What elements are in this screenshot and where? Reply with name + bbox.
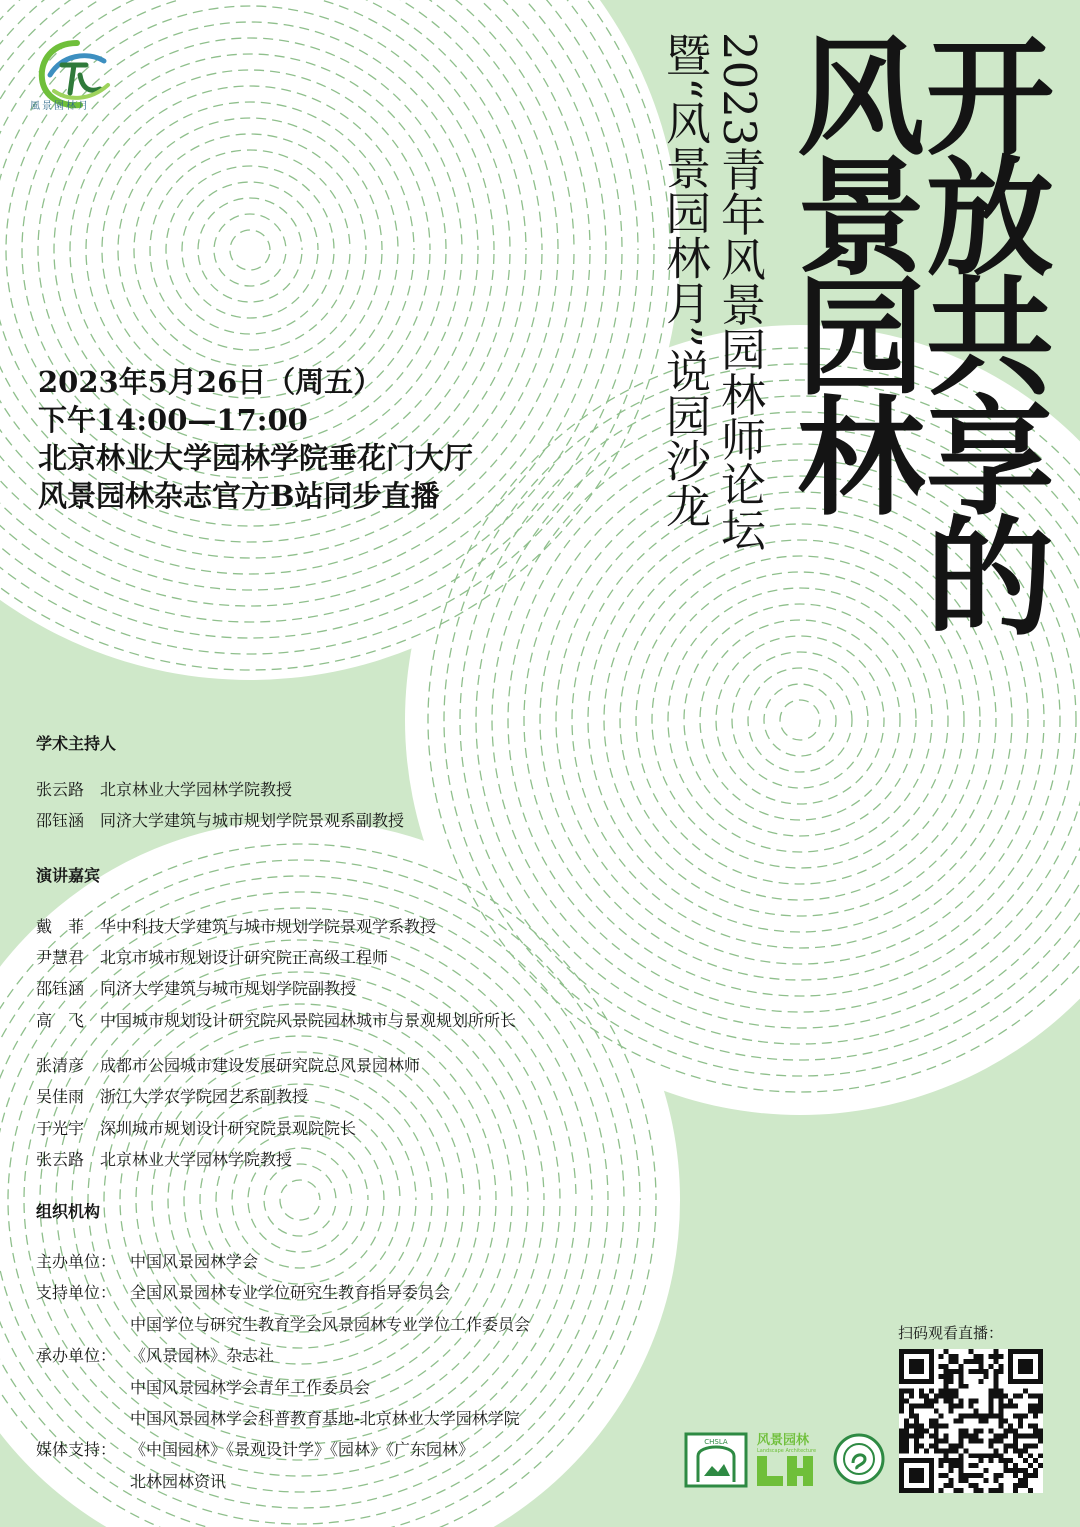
landscape-architecture-logo [757,1432,821,1488]
org-support-label: 支持单位： [36,1283,117,1302]
speaker-name: 张清彦 [36,1056,85,1075]
org-support-row [36,1280,450,1303]
org-media-value: 《中国园林》《景观设计学》《园林》《广东园林》 [130,1440,475,1459]
hosts-heading: 学术主持人 [36,734,117,753]
org-host-row [36,1249,258,1272]
speakers-heading: 演讲嘉宾 [36,866,101,885]
org-undertake-row [36,1343,274,1366]
speaker-row [36,1116,356,1139]
host-name: 张云路 [36,780,85,799]
event-date: 2023年5月26日（周五） [38,365,383,399]
speaker-title: 浙江大学农学院园艺系副教授 [100,1087,309,1106]
host-row [36,808,404,831]
org-media-row [36,1437,474,1460]
event-venue: 北京林业大学园林学院垂花门大厅 [38,441,474,475]
org-host-label: 主办单位： [36,1252,117,1271]
speaker-name: 尹慧君 [36,948,85,967]
org-support-value: 中国学位与研究生教育学会风景园林专业学位工作委员会 [130,1315,531,1334]
speaker-title: 中国城市规划设计研究院风景院园林城市与景观规划所所长 [100,1011,517,1030]
speaker-title: 成都市公园城市建设发展研究院总风景园林师 [100,1056,421,1075]
la-cn-text: 风景园林 [757,1433,810,1448]
speaker-row [36,1008,516,1031]
org-media-value: 北林园林资讯 [130,1472,227,1491]
event-time: 下午14:00—17:00 [38,403,308,437]
speaker-title: 北京市城市规划设计研究院正高级工程师 [100,948,389,967]
speaker-row [36,1147,292,1170]
speaker-row [36,945,388,968]
org-undertake-value: 《风景园林》杂志社 [130,1346,275,1365]
speaker-name: 高 飞 [36,1011,85,1030]
logo-text: 風景園林月 [30,101,90,112]
speaker-row [36,1084,308,1107]
speaker-name: 邵钰涵 [36,979,85,998]
speaker-title: 华中科技大学建筑与城市规划学院景观学系教授 [100,917,437,936]
subtitle-line-2: 暨“风景园林月”说园沙龙 [658,32,711,529]
speaker-row [36,1053,420,1076]
host-row [36,777,292,800]
speaker-name: 张云路 [36,1150,85,1169]
bjfu-seal-logo [833,1433,885,1485]
title-line-2: 风景园林 [775,30,925,510]
speaker-row [36,976,356,999]
title-line-1: 开放共享的 [904,30,1054,630]
org-undertake-label: 承办单位： [36,1346,117,1365]
org-host-value: 中国风景园林学会 [130,1252,259,1271]
org-undertake-value: 中国风景园林学会科普教育基地-北京林业大学园林学院 [130,1409,520,1428]
speaker-row [36,914,436,937]
host-name: 邵钰涵 [36,811,85,830]
organizers-heading: 组织机构 [36,1202,101,1221]
speaker-name: 于光宇 [36,1119,85,1138]
org-undertake-value: 中国风景园林学会青年工作委员会 [130,1378,371,1397]
la-en-text: Landscape Architecture [757,1448,817,1454]
subtitle-line-1: 2023青年风景园林师论坛 [713,32,766,552]
org-media-label: 媒体支持： [36,1440,117,1459]
chsla-text: CHSLA [704,1438,728,1446]
speaker-name: 吴佳雨 [36,1087,85,1106]
org-support-value: 全国风景园林专业学位研究生教育指导委员会 [130,1283,451,1302]
chsla-logo [684,1432,748,1488]
host-title: 同济大学建筑与城市规划学院景观系副教授 [100,811,405,830]
qr-code-icon[interactable] [899,1349,1043,1493]
speaker-title: 深圳城市规划设计研究院景观院院长 [100,1119,357,1138]
speaker-title: 北京林业大学园林学院教授 [100,1150,293,1169]
speaker-title: 同济大学建筑与城市规划学院副教授 [100,979,357,998]
qr-label: 扫码观看直播： [898,1324,1004,1342]
speaker-name: 戴 菲 [36,917,85,936]
host-title: 北京林业大学园林学院教授 [100,780,293,799]
event-stream: 风景园林杂志官方B站同步直播 [38,479,440,513]
